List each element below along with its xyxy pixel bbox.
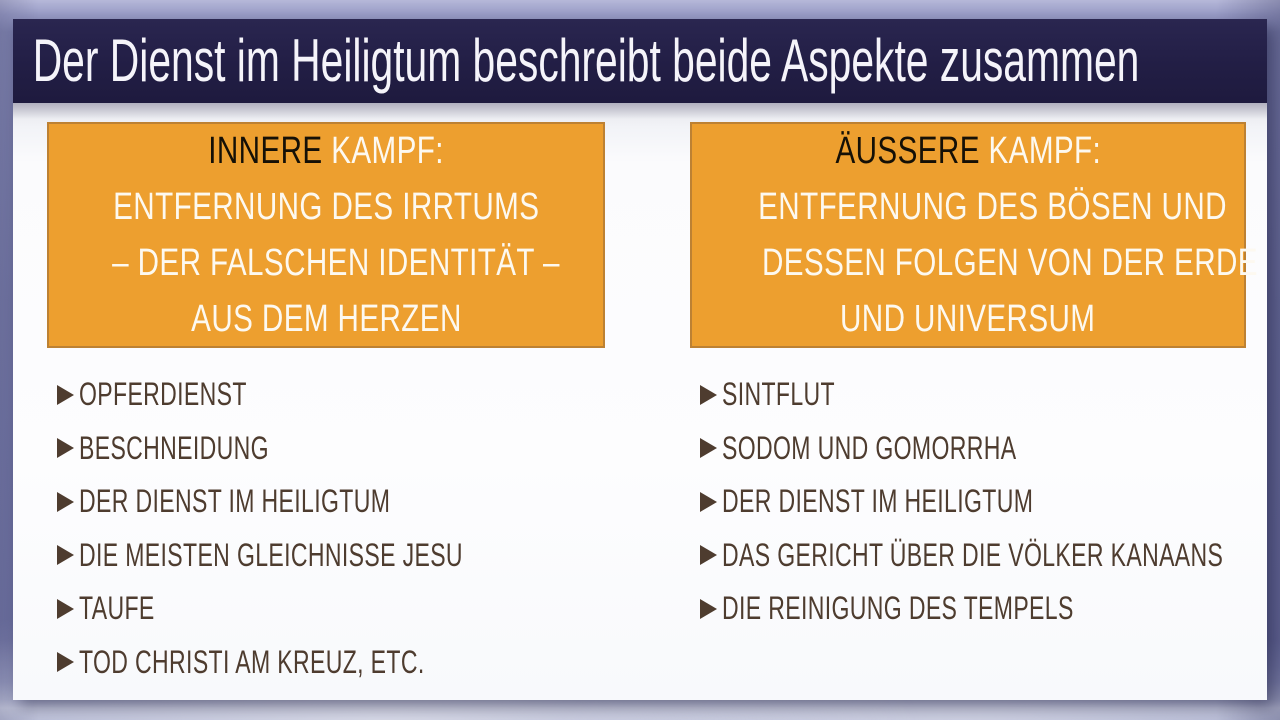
heading-line: ENTFERNUNG DES IRRTUMS xyxy=(112,186,540,228)
page-title: Der Dienst im Heiligtum beschreibt beide Aspekte zusammen xyxy=(32,26,1140,94)
triangle-bullet-icon xyxy=(57,652,74,672)
triangle-bullet-icon xyxy=(57,438,74,458)
list-item: BESCHNEIDUNG xyxy=(57,422,605,476)
heading-line: ENTFERNUNG DES BÖSEN UND xyxy=(758,186,1227,228)
triangle-bullet-icon xyxy=(57,599,74,619)
bullet-list-inner xyxy=(57,368,605,689)
heading-line: DESSEN FOLGEN VON DER ERDE xyxy=(761,242,1258,284)
list-item: TAUFE xyxy=(57,582,605,636)
list-item: OPFERDIENST xyxy=(57,368,605,422)
list-item: SODOM UND GOMORRHA xyxy=(700,422,1246,476)
list-item: DAS GERICHT ÜBER DIE VÖLKER KANAANS xyxy=(700,529,1246,583)
list-item: DIE MEISTEN GLEICHNISSE JESU xyxy=(57,529,605,583)
heading-line: – DER FALSCHEN IDENTITÄT – xyxy=(112,242,560,284)
triangle-bullet-icon xyxy=(57,545,74,565)
heading-line xyxy=(49,123,603,179)
column-aeussere-kampf xyxy=(690,103,1258,700)
triangle-bullet-icon xyxy=(700,545,717,565)
heading-highlight: INNERE xyxy=(208,130,323,172)
heading-rest: KAMPF: xyxy=(322,130,444,172)
triangle-bullet-icon xyxy=(700,438,717,458)
triangle-bullet-icon xyxy=(57,492,74,512)
list-item: DER DIENST IM HEILIGTUM xyxy=(57,475,605,529)
triangle-bullet-icon xyxy=(700,599,717,619)
triangle-bullet-icon xyxy=(700,385,717,405)
list-item: SINTFLUT xyxy=(700,368,1246,422)
triangle-bullet-icon xyxy=(700,492,717,512)
list-item: DER DIENST IM HEILIGTUM xyxy=(700,475,1246,529)
slide xyxy=(13,19,1267,700)
heading-line xyxy=(692,123,1244,179)
heading-rest: KAMPF: xyxy=(979,130,1101,172)
heading-line: UND UNIVERSUM xyxy=(840,298,1096,340)
heading-line: AUS DEM HERZEN xyxy=(190,298,462,340)
list-item: TOD CHRISTI AM KREUZ, ETC. xyxy=(57,636,605,690)
heading-highlight: ÄUSSERE xyxy=(835,130,980,172)
header-box-aeussere-kampf xyxy=(690,122,1258,348)
content-panel xyxy=(13,103,1267,700)
column-inner-kampf xyxy=(47,103,605,700)
header-box-inner-kampf xyxy=(47,122,605,348)
bullet-list-aeussere xyxy=(700,368,1246,636)
title-bar xyxy=(13,19,1267,103)
list-item: DIE REINIGUNG DES TEMPELS xyxy=(700,582,1246,636)
triangle-bullet-icon xyxy=(57,385,74,405)
